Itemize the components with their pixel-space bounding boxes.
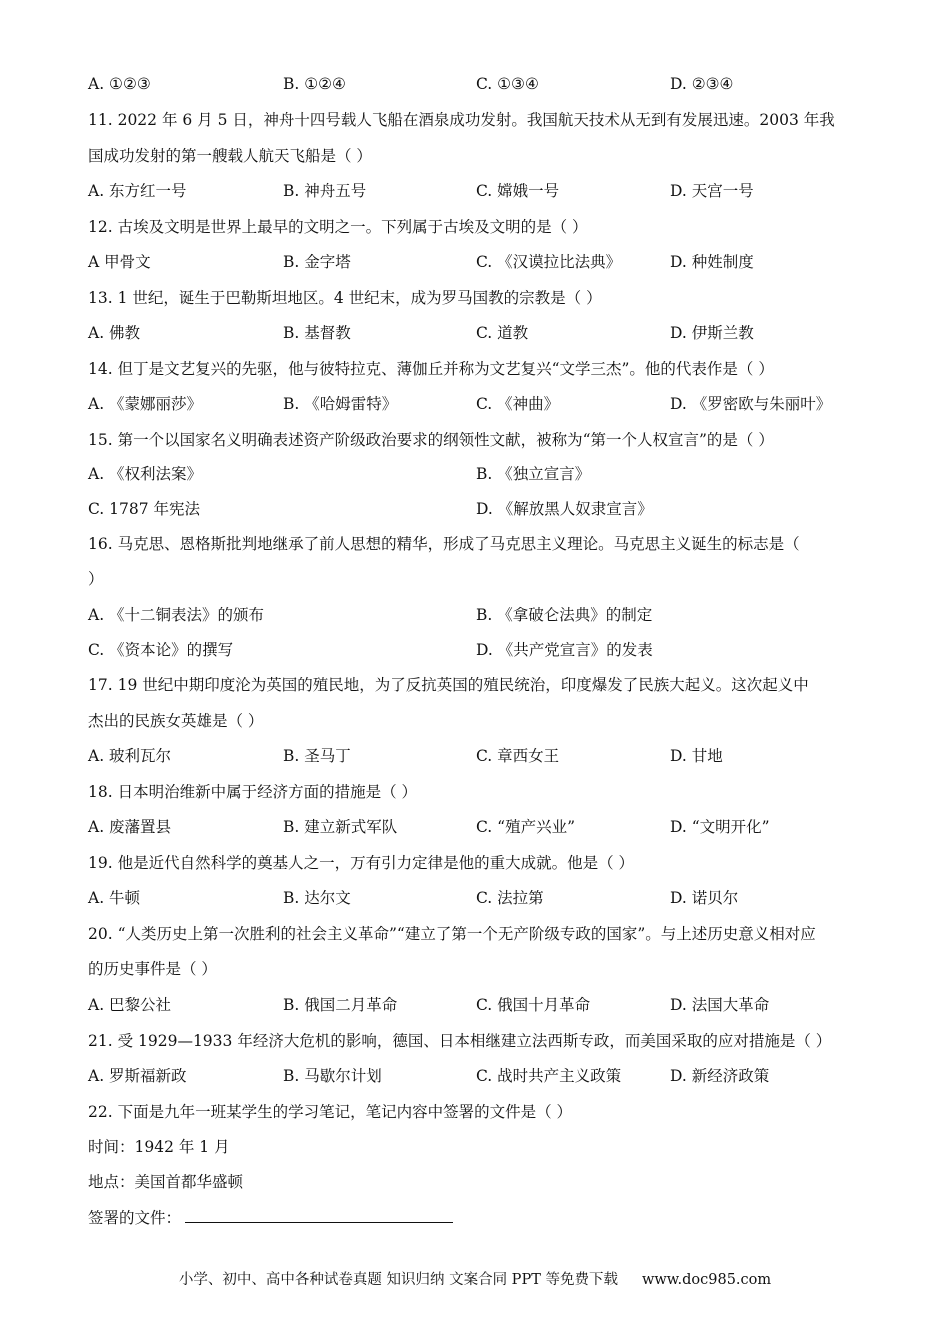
answer-option: D. 天宫一号 — [670, 182, 754, 200]
answer-option: B. 《独立宣言》 — [476, 465, 591, 483]
answer-option: D. 种姓制度 — [670, 253, 754, 271]
question-text-line: 12. 古埃及文明是世界上最早的文明之一。下列属于古埃及文明的是（ ） — [88, 218, 588, 236]
answer-option: C. 1787 年宪法 — [88, 500, 201, 518]
answer-option: D. 《罗密欧与朱丽叶》 — [670, 395, 832, 413]
answer-option: A. 佛教 — [88, 324, 141, 342]
question-text-line: 14. 但丁是文艺复兴的先驱，他与彼特拉克、薄伽丘并称为文艺复兴“文学三杰”。他的代表作是（ ） — [88, 360, 774, 378]
options-row — [88, 886, 862, 910]
answer-option: D. 新经济政策 — [670, 1067, 770, 1085]
footer-text: 小学、初中、高中各种试卷真题 知识归纳 文案合同 PPT 等免费下载 — [178, 1272, 618, 1288]
answer-option: B. 《哈姆雷特》 — [283, 395, 398, 413]
options-row — [88, 744, 862, 768]
question-text-line: 16. 马克思、恩格斯批判地继承了前人思想的精华，形成了马克思主义理论。马克思主义诞生的标志是（ — [88, 535, 800, 553]
answer-option: C. 法拉第 — [476, 889, 544, 907]
options-row — [88, 462, 862, 486]
answer-option: A 甲骨文 — [88, 253, 151, 271]
options-row — [88, 603, 862, 627]
answer-option: B. 神舟五号 — [283, 182, 367, 200]
answer-option: B. 圣马丁 — [283, 747, 351, 765]
answer-option: D. 《共产党宣言》的发表 — [476, 641, 653, 659]
answer-option: B. 基督教 — [283, 324, 351, 342]
answer-option: B. ①②④ — [283, 75, 346, 93]
answer-option: B. 马歇尔计划 — [283, 1067, 382, 1085]
answer-option: D. 《解放黑人奴隶宣言》 — [476, 500, 653, 518]
question-text-line: 地点：美国首都华盛顿 — [88, 1173, 244, 1191]
answer-blank[interactable] — [185, 1206, 453, 1223]
answer-option: D. 甘地 — [670, 747, 723, 765]
question-text-line: 杰出的民族女英雄是（ ） — [88, 712, 264, 730]
question-text-line: 22. 下面是九年一班某学生的学习笔记，笔记内容中签署的文件是（ ） — [88, 1103, 573, 1121]
answer-option: D. 诺贝尔 — [670, 889, 739, 907]
answer-option: C. 嫦娥一号 — [476, 182, 560, 200]
answer-option: D. 伊斯兰教 — [670, 324, 754, 342]
fill-in-label: 签署的文件： — [88, 1209, 182, 1227]
footer-website[interactable]: www.doc985.com — [641, 1272, 772, 1288]
page-footer — [0, 1268, 950, 1289]
answer-option: A. 《蒙娜丽莎》 — [88, 395, 203, 413]
answer-option: C. 《资本论》的撰写 — [88, 641, 234, 659]
fill-in-line — [88, 1206, 862, 1230]
answer-option: C. 《汉谟拉比法典》 — [476, 253, 622, 271]
answer-option: A. 玻利瓦尔 — [88, 747, 172, 765]
question-text-line: 21. 受 1929—1933 年经济大危机的影响，德国、日本相继建立法西斯专政，而美国采取的应对措施是（ ） — [88, 1032, 832, 1050]
question-text-line: 的历史事件是（ ） — [88, 960, 217, 978]
question-text-line: 15. 第一个以国家名义明确表述资产阶级政治要求的纲领性文献，被称为“第一个人权宣言”的是（ ） — [88, 431, 774, 449]
answer-option: B. 《拿破仑法典》的制定 — [476, 606, 653, 624]
question-text-line: 18. 日本明治维新中属于经济方面的措施是（ ） — [88, 783, 418, 801]
answer-option: B. 俄国二月革命 — [283, 996, 398, 1014]
options-row — [88, 638, 862, 662]
question-text-line: 20. “人类历史上第一次胜利的社会主义革命”“建立了第一个无产阶级专政的国家”。与上述历史意义相对应 — [88, 925, 816, 943]
answer-option: C. 战时共产主义政策 — [476, 1067, 622, 1085]
options-row — [88, 392, 862, 416]
answer-option: A. 《十二铜表法》的颁布 — [88, 606, 265, 624]
options-row — [88, 1064, 862, 1088]
answer-option: D. 法国大革命 — [670, 996, 770, 1014]
answer-option: A. 废藩置县 — [88, 818, 172, 836]
question-text-line: ） — [88, 570, 104, 588]
question-text-line: 19. 他是近代自然科学的奠基人之一，万有引力定律是他的重大成就。他是（ ） — [88, 854, 635, 872]
question-text-line: 时间：1942 年 1 月 — [88, 1138, 230, 1156]
answer-option: D. ②③④ — [670, 75, 734, 93]
options-row — [88, 72, 862, 96]
options-row — [88, 497, 862, 521]
options-row — [88, 321, 862, 345]
answer-option: C. 章西女王 — [476, 747, 560, 765]
question-text-line: 13. 1 世纪，诞生于巴勒斯坦地区。4 世纪末，成为罗马国教的宗教是（ ） — [88, 289, 602, 307]
answer-option: B. 达尔文 — [283, 889, 351, 907]
question-text-line: 11. 2022 年 6 月 5 日，神舟十四号载人飞船在酒泉成功发射。我国航天技术从无到有发展迅速。2003 年我 — [88, 111, 835, 129]
options-row — [88, 250, 862, 274]
answer-option: B. 金字塔 — [283, 253, 351, 271]
options-row — [88, 179, 862, 203]
answer-option: C. 俄国十月革命 — [476, 996, 591, 1014]
answer-option: A. 牛顿 — [88, 889, 141, 907]
answer-option: A. 《权利法案》 — [88, 465, 203, 483]
answer-option: A. 罗斯福新政 — [88, 1067, 187, 1085]
answer-option: A. 巴黎公社 — [88, 996, 172, 1014]
answer-option: C. 《神曲》 — [476, 395, 560, 413]
answer-option: D. “文明开化” — [670, 818, 770, 836]
answer-option: A. ①②③ — [88, 75, 151, 93]
answer-option: C. ①③④ — [476, 75, 539, 93]
answer-option: B. 建立新式军队 — [283, 818, 398, 836]
question-text-line: 国成功发射的第一艘载人航天飞船是（ ） — [88, 147, 372, 165]
answer-option: C. 道教 — [476, 324, 529, 342]
question-text-line: 17. 19 世纪中期印度沦为英国的殖民地，为了反抗英国的殖民统治，印度爆发了民族大起义。这次起义中 — [88, 676, 809, 694]
answer-option: A. 东方红一号 — [88, 182, 187, 200]
options-row — [88, 815, 862, 839]
answer-option: C. “殖产兴业” — [476, 818, 576, 836]
options-row — [88, 993, 862, 1017]
